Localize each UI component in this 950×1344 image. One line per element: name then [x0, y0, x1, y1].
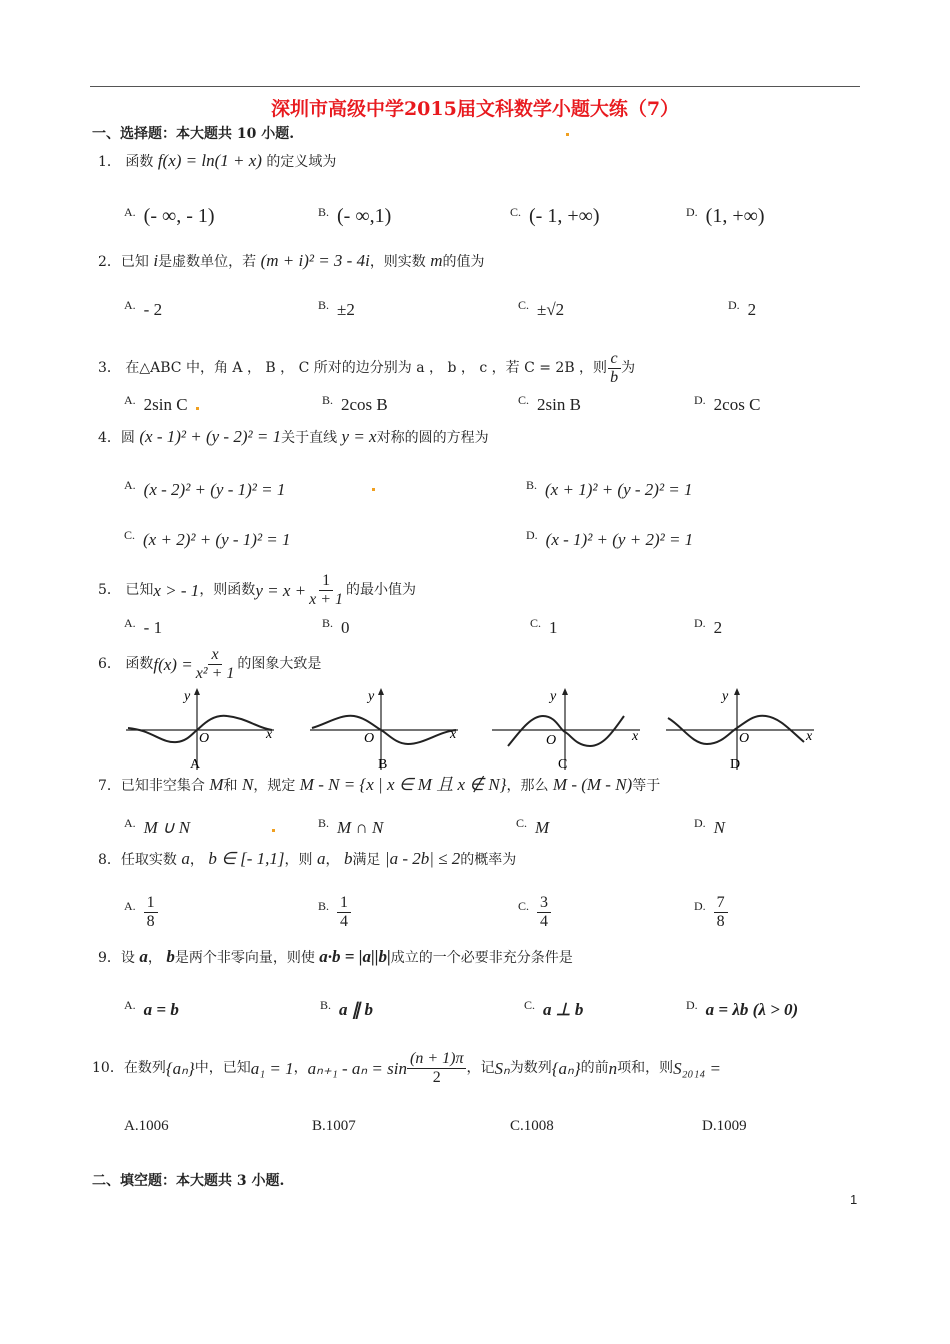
page-number: 1	[850, 1192, 858, 1207]
q10-option-d[interactable]: D.1009	[702, 1118, 747, 1134]
question-2: 2．已知 i是虚数单位，若 (m + i)² = 3 - 4i，则实数 m的值为	[98, 251, 485, 270]
q8-option-a[interactable]: A. $\frac{1}{8}$	[124, 894, 158, 930]
decorative-dot	[566, 133, 569, 136]
x-label: x	[450, 727, 457, 742]
q5-option-a[interactable]: A. - 1	[124, 616, 163, 637]
question-7: 7．已知非空集合 M和 N，规定 M - N = {x | x ∈ M 且 x ∉ N}，那么 M - (M - N)等于	[98, 775, 661, 794]
x-label: x	[632, 729, 639, 744]
q4-option-d[interactable]: D. (x - 1)² + (y + 2)² = 1	[526, 528, 694, 549]
question-6: 6． 函数 f(x) = $\frac{x}{\text{x² + 1}}$ 的图象大致是	[98, 646, 322, 682]
section-heading-choice: 一、选择题：本大题共 10 小题.	[92, 126, 295, 142]
x-label: x	[806, 729, 813, 744]
q9-option-c[interactable]: C. a ⊥ b	[524, 998, 584, 1019]
q2-option-b[interactable]: B. ±2	[318, 298, 355, 319]
q7-option-c[interactable]: C. M	[516, 816, 550, 837]
q5-option-d[interactable]: D. 2	[694, 616, 723, 637]
question-1: 1． 函数 f(x) = ln(1 + x) 的定义域为	[98, 151, 337, 170]
q7-option-b[interactable]: B. M ∩ N	[318, 816, 384, 837]
y-axis-arrow	[194, 688, 200, 695]
q3-option-d[interactable]: D. 2cos C	[694, 393, 761, 414]
y-label: y	[368, 689, 375, 704]
q3-option-a[interactable]: A. 2sin C	[124, 393, 188, 414]
x-label: x	[266, 727, 273, 742]
origin-label: O	[546, 733, 557, 748]
q8-option-c[interactable]: C. $\frac{3}{4}$	[518, 894, 551, 930]
q9-option-b[interactable]: B. a ∥ b	[320, 998, 374, 1019]
y-label: y	[184, 689, 191, 704]
question-10: 10． 在数列 {aₙ} 中，已知 a₁ = 1 ， aₙ₊₁ - aₙ = sin $\frac{(n + 1)\pi}{2}$ ，记 Sₙ 为数列 {aₙ} 的前 n 项和，则 S₂₀₁₄ =	[92, 1050, 721, 1086]
q10-option-a[interactable]: A.1006	[124, 1118, 169, 1134]
graph-option-b[interactable]	[306, 686, 466, 772]
decorative-dot	[196, 407, 199, 410]
question-5: 5． 已知 x > - 1 ，则函数 y = x + $\frac{1}{x + 1}$ 的最小值为	[98, 572, 417, 608]
q5-option-b[interactable]: B. 0	[322, 616, 350, 637]
question-8: 8．任取实数 a， b ∈ [- 1,1]，则 a， b满足 |a - 2b| ≤ 2的概率为	[98, 849, 517, 868]
section-heading-fill: 二、填空题：本大题共 3 小题.	[92, 1173, 285, 1189]
q4-option-c[interactable]: C. (x + 2)² + (y - 1)² = 1	[124, 528, 291, 549]
origin-label: O	[199, 731, 210, 746]
q7-option-a[interactable]: A. M ∪ N	[124, 816, 191, 837]
q8-option-b[interactable]: B. $\frac{1}{4}$	[318, 894, 351, 930]
decorative-dot	[272, 829, 275, 832]
q1-option-a[interactable]: A. (- ∞, - 1)	[124, 205, 215, 227]
graph-option-d[interactable]	[662, 686, 822, 772]
graph-label: A	[190, 757, 201, 772]
q1-option-d[interactable]: D. (1, +∞)	[686, 205, 765, 227]
q10-option-b[interactable]: B.1007	[312, 1118, 356, 1134]
graph-label: C	[558, 757, 568, 772]
question-9: 9．设 a， b是两个非零向量，则使 a·b = |a||b|成立的一个必要非充分条件是	[98, 947, 573, 966]
y-label: y	[550, 689, 557, 704]
y-axis-arrow	[734, 688, 740, 695]
decorative-dot	[372, 488, 375, 491]
q8-option-d[interactable]: D. $\frac{7}{8}$	[694, 894, 728, 930]
graph-label: D	[730, 757, 741, 772]
graph-label: B	[378, 757, 388, 772]
question-4: 4．圆 (x - 1)² + (y - 2)² = 1关于直线 y = x对称的圆的方程为	[98, 427, 489, 446]
q2-option-d[interactable]: D. 2	[728, 298, 757, 319]
q2-option-c[interactable]: C. ±√2	[518, 298, 565, 319]
q9-option-a[interactable]: A. a = b	[124, 998, 179, 1019]
q3-option-b[interactable]: B. 2cos B	[322, 393, 388, 414]
y-label: y	[722, 689, 729, 704]
y-axis-arrow	[378, 688, 384, 695]
q3-option-c[interactable]: C. 2sin B	[518, 393, 581, 414]
origin-label: O	[739, 731, 750, 746]
question-3: 3． 在△ABC 中，角 A ， B ， C 所对的边分别为 a ， b ， c ，若 C = 2B ，则 $\frac{c}{b}$ 为	[98, 350, 636, 386]
page-title: 深圳市高级中学2015届文科数学小题大练（7）	[270, 98, 680, 120]
q5-option-c[interactable]: C. 1	[530, 616, 558, 637]
q4-option-b[interactable]: B. (x + 1)² + (y - 2)² = 1	[526, 478, 693, 499]
q9-option-d[interactable]: D. a = λb (λ > 0)	[686, 998, 799, 1019]
graph-option-c[interactable]	[488, 686, 648, 772]
header-rule	[90, 86, 860, 87]
q1-option-c[interactable]: C. (- 1, +∞)	[510, 205, 600, 227]
q2-option-a[interactable]: A. - 2	[124, 298, 163, 319]
q10-option-c[interactable]: C.1008	[510, 1118, 554, 1134]
q4-option-a[interactable]: A. (x - 2)² + (y - 1)² = 1	[124, 478, 286, 499]
q7-option-d[interactable]: D. N	[694, 816, 726, 837]
q1-option-b[interactable]: B. (- ∞,1)	[318, 205, 392, 227]
y-axis-arrow	[562, 688, 568, 695]
origin-label: O	[364, 731, 375, 746]
curve	[508, 716, 624, 746]
graph-option-a[interactable]	[122, 686, 282, 772]
